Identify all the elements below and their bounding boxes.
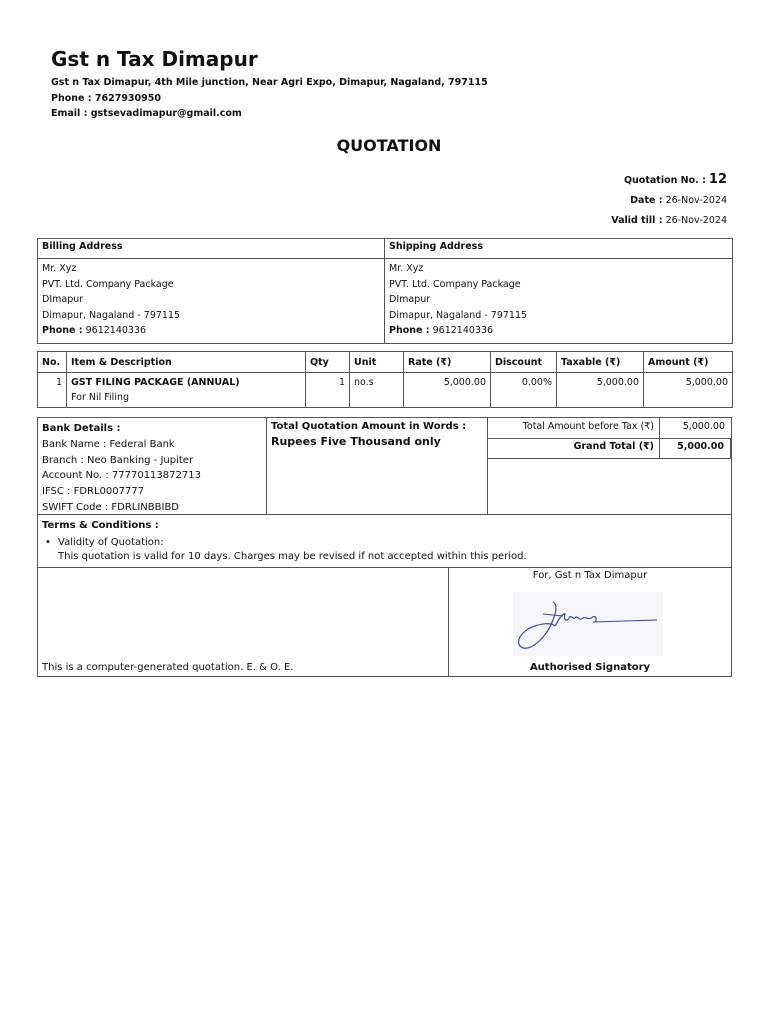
bank-ifsc: IFSC : FDRL0007777	[42, 486, 145, 498]
quotation-date	[630, 195, 727, 206]
item-discount: 0.00%	[491, 373, 557, 408]
item-rate: 5,000.00	[404, 373, 491, 408]
document-title: QUOTATION	[336, 136, 442, 155]
item-unit: no.s	[350, 373, 404, 408]
col-header-amount: Amount (₹)	[644, 352, 733, 373]
terms-item	[42, 536, 727, 564]
item-taxable: 5,000.00	[557, 373, 644, 408]
footer-note-box	[37, 567, 449, 677]
footer-note: This is a computer-generated quotation. E. & O. E.	[42, 662, 294, 673]
col-header-taxable: Taxable (₹)	[557, 352, 644, 373]
grand-total-value: 5,000.00	[659, 438, 731, 458]
for-company: For, Gst n Tax Dimapur	[532, 570, 648, 581]
valid-till-value: 26-Nov-2024	[665, 215, 727, 226]
billing-phone-label: Phone :	[42, 325, 83, 336]
company-name: Gst n Tax Dimapur	[51, 47, 258, 71]
address-table	[37, 238, 733, 344]
total-before-tax-label: Total Amount before Tax (₹)	[522, 421, 654, 432]
totals-panel	[487, 417, 732, 515]
billing-line1: PVT. Ltd. Company Package	[42, 278, 174, 290]
billing-address	[38, 259, 385, 344]
company-address: Gst n Tax Dimapur, 4th Mile junction, Near Agri Expo, Dimapur, Nagaland, 797115	[51, 77, 488, 88]
billing-line2: DImapur	[42, 294, 84, 305]
shipping-phone-label: Phone :	[389, 325, 430, 336]
terms-item-text: This quotation is valid for 10 days. Charges may be revised if not accepted within this period.	[58, 551, 527, 562]
billing-address-header: Billing Address	[38, 239, 385, 259]
valid-till	[611, 215, 727, 226]
quotation-number-label: Quotation No. :	[623, 175, 706, 186]
amount-words-value: Rupees Five Thousand only	[271, 435, 441, 448]
bullet-icon: •	[45, 537, 51, 548]
terms-conditions	[37, 514, 732, 568]
company-email: Email : gstsevadimapur@gmail.com	[51, 108, 242, 119]
signature-image	[513, 592, 663, 656]
bank-account: Account No. : 77770113872713	[42, 470, 201, 482]
bank-details-header: Bank Details :	[42, 423, 121, 434]
signature-box	[448, 567, 732, 677]
item-no: 1	[38, 373, 67, 408]
date-value: 26-Nov-2024	[665, 195, 727, 206]
amount-words-header: Total Quotation Amount in Words :	[271, 421, 467, 432]
billing-phone	[42, 323, 380, 339]
col-header-rate: Rate (₹)	[404, 352, 491, 373]
items-header-row	[38, 352, 733, 373]
shipping-line3: Dimapur, Nagaland - 797115	[389, 309, 528, 321]
terms-header: Terms & Conditions :	[42, 520, 159, 531]
date-label: Date :	[630, 195, 663, 206]
shipping-name: Mr. Xyz	[389, 263, 424, 274]
billing-name: Mr. Xyz	[42, 263, 77, 274]
valid-till-label: Valid till :	[611, 215, 663, 226]
item-qty: 1	[306, 373, 350, 408]
billing-phone-value: 9612140336	[85, 325, 147, 336]
items-table	[37, 351, 733, 408]
item-name: GST FILING PACKAGE (ANNUAL)	[71, 377, 240, 388]
grand-total-row	[488, 438, 731, 459]
bank-name: Bank Name : Federal Bank	[42, 438, 175, 450]
col-header-item: Item & Description	[67, 352, 306, 373]
table-row	[38, 373, 733, 408]
grand-total-label: Grand Total (₹)	[573, 441, 654, 452]
amount-in-words	[266, 417, 488, 515]
quotation-number-value: 12	[708, 172, 727, 187]
col-header-discount: Discount	[491, 352, 557, 373]
shipping-line1: PVT. Ltd. Company Package	[389, 278, 521, 290]
col-header-qty: Qty	[306, 352, 350, 373]
shipping-phone-value: 9612140336	[432, 325, 494, 336]
company-phone: Phone : 7627930950	[51, 93, 161, 104]
item-description: For Nil Filing	[71, 392, 130, 403]
item-cell	[67, 373, 306, 408]
col-header-unit: Unit	[350, 352, 404, 373]
bank-swift: SWIFT Code : FDRLINBBIBD	[42, 501, 180, 513]
shipping-address-header: Shipping Address	[385, 239, 733, 259]
bank-details	[37, 417, 267, 515]
shipping-address	[385, 259, 733, 344]
shipping-line2: DImapur	[389, 294, 431, 305]
billing-line3: Dimapur, Nagaland - 797115	[42, 309, 181, 321]
quotation-number	[624, 172, 727, 187]
item-amount: 5,000.00	[644, 373, 733, 408]
total-before-tax-row	[488, 418, 731, 439]
col-header-no: No.	[38, 352, 67, 373]
shipping-phone	[389, 323, 728, 339]
authorised-signatory: Authorised Signatory	[529, 662, 651, 673]
bank-branch: Branch : Neo Banking - Jupiter	[42, 454, 194, 466]
total-before-tax-value: 5,000.00	[659, 418, 731, 438]
terms-item-title: Validity of Quotation:	[58, 537, 164, 548]
